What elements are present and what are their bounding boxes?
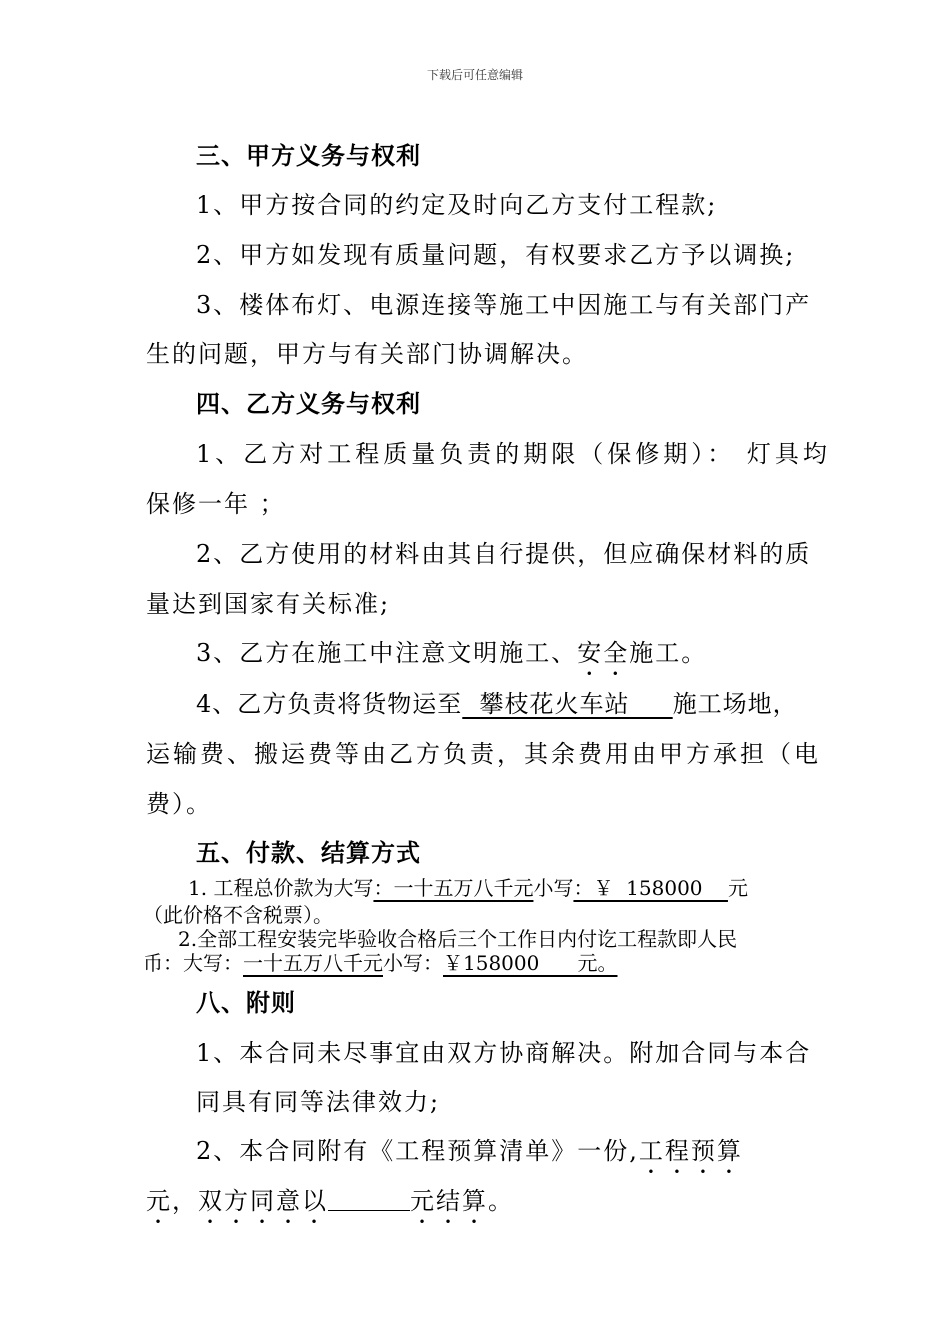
s5-p1-pre: 1. 工程总价款为大写 [188,876,374,900]
s4-item-4a [196,684,798,719]
s5-p2-amount-words: 一十五万八千元 [243,951,383,975]
s5-p2-mid: 小写： [383,951,443,975]
s3-item-3b: 生的问题，甲方与有关部门协调解决。 [146,340,588,368]
s4-item-4-place: 攀枝花火车站 [462,690,673,718]
s8-item-2b-emph-1: 元，双方同意以 [146,1187,328,1215]
s4-item-4-post: 施工场地， [672,690,798,718]
s3-item-1: 1、甲方按合同的约定及时向乙方支付工程款; [196,191,718,219]
settlement-amount-blank [328,1188,410,1211]
s4-item-4-pre: 4、乙方负责将货物运至 [196,690,463,718]
s8-item-2b [146,1181,514,1229]
s4-item-1a: 1、乙方对工程质量负责的期限（保修期）： 灯具均 [196,440,831,468]
s3-item-3a: 3、楼体布灯、电源连接等施工中因施工与有关部门产 [196,291,812,319]
s8-item-2-pre: 2、本合同附有《工程预算清单》一份, [196,1137,639,1165]
s5-p2-amount-figures: ￥158000 元。 [443,951,618,975]
s4-item-1b: 保修一年 ； [146,490,286,518]
s8-item-1b: 同具有同等法律效力; [196,1088,441,1116]
s8-item-1a: 1、本合同未尽事宜由双方协商解决。附加合同与本合 [196,1039,812,1067]
s3-item-2: 2、甲方如发现有质量问题，有权要求乙方予以调换; [196,241,796,269]
s5-p1-amount-words: ：一十五万八千元 [373,876,534,900]
s8-item-2-emph: 工程预算 [638,1137,743,1165]
s5-para-1b: （此价格不含税票）。 [143,903,333,927]
s4-item-3-emph: 安全 [577,639,630,667]
s4-item-4c: 费）。 [146,790,212,818]
section-5-title: 五、付款、结算方式 [196,839,421,867]
s5-p1-mid: 小写 [533,876,574,900]
section-8-title: 八、附则 [196,989,296,1017]
s4-item-3-post: 施工。 [629,639,708,667]
s5-para-2a: 2.全部工程安装完毕验收合格后三个工作日内付讫工程款即人民 [178,927,738,951]
section-4-title: 四、乙方义务与权利 [196,390,421,418]
page-header: 下载后可任意编辑 [426,68,523,82]
section-3-title: 三、甲方义务与权利 [196,142,421,170]
s5-para-1a [188,872,748,901]
s5-p1-amount-figures: ：￥ 158000 [573,876,728,900]
s5-para-2b [143,947,618,976]
s4-item-3-pre: 3、乙方在施工中注意文明施工、 [196,639,578,667]
s4-item-4b: 运输费、搬运费等由乙方负责，其余费用由甲方承担（电 [146,740,821,768]
s4-item-3 [196,633,707,681]
s4-item-2a: 2、乙方使用的材料由其自行提供，但应确保材料的质 [196,540,812,568]
s8-item-2a [196,1131,743,1179]
s8-item-2b-emph-2: 元结算。 [410,1187,514,1215]
s4-item-2b: 量达到国家有关标准; [146,590,391,618]
s5-p2-pre: 币：大写： [143,951,243,975]
s5-p1-post: 元 [727,876,748,900]
